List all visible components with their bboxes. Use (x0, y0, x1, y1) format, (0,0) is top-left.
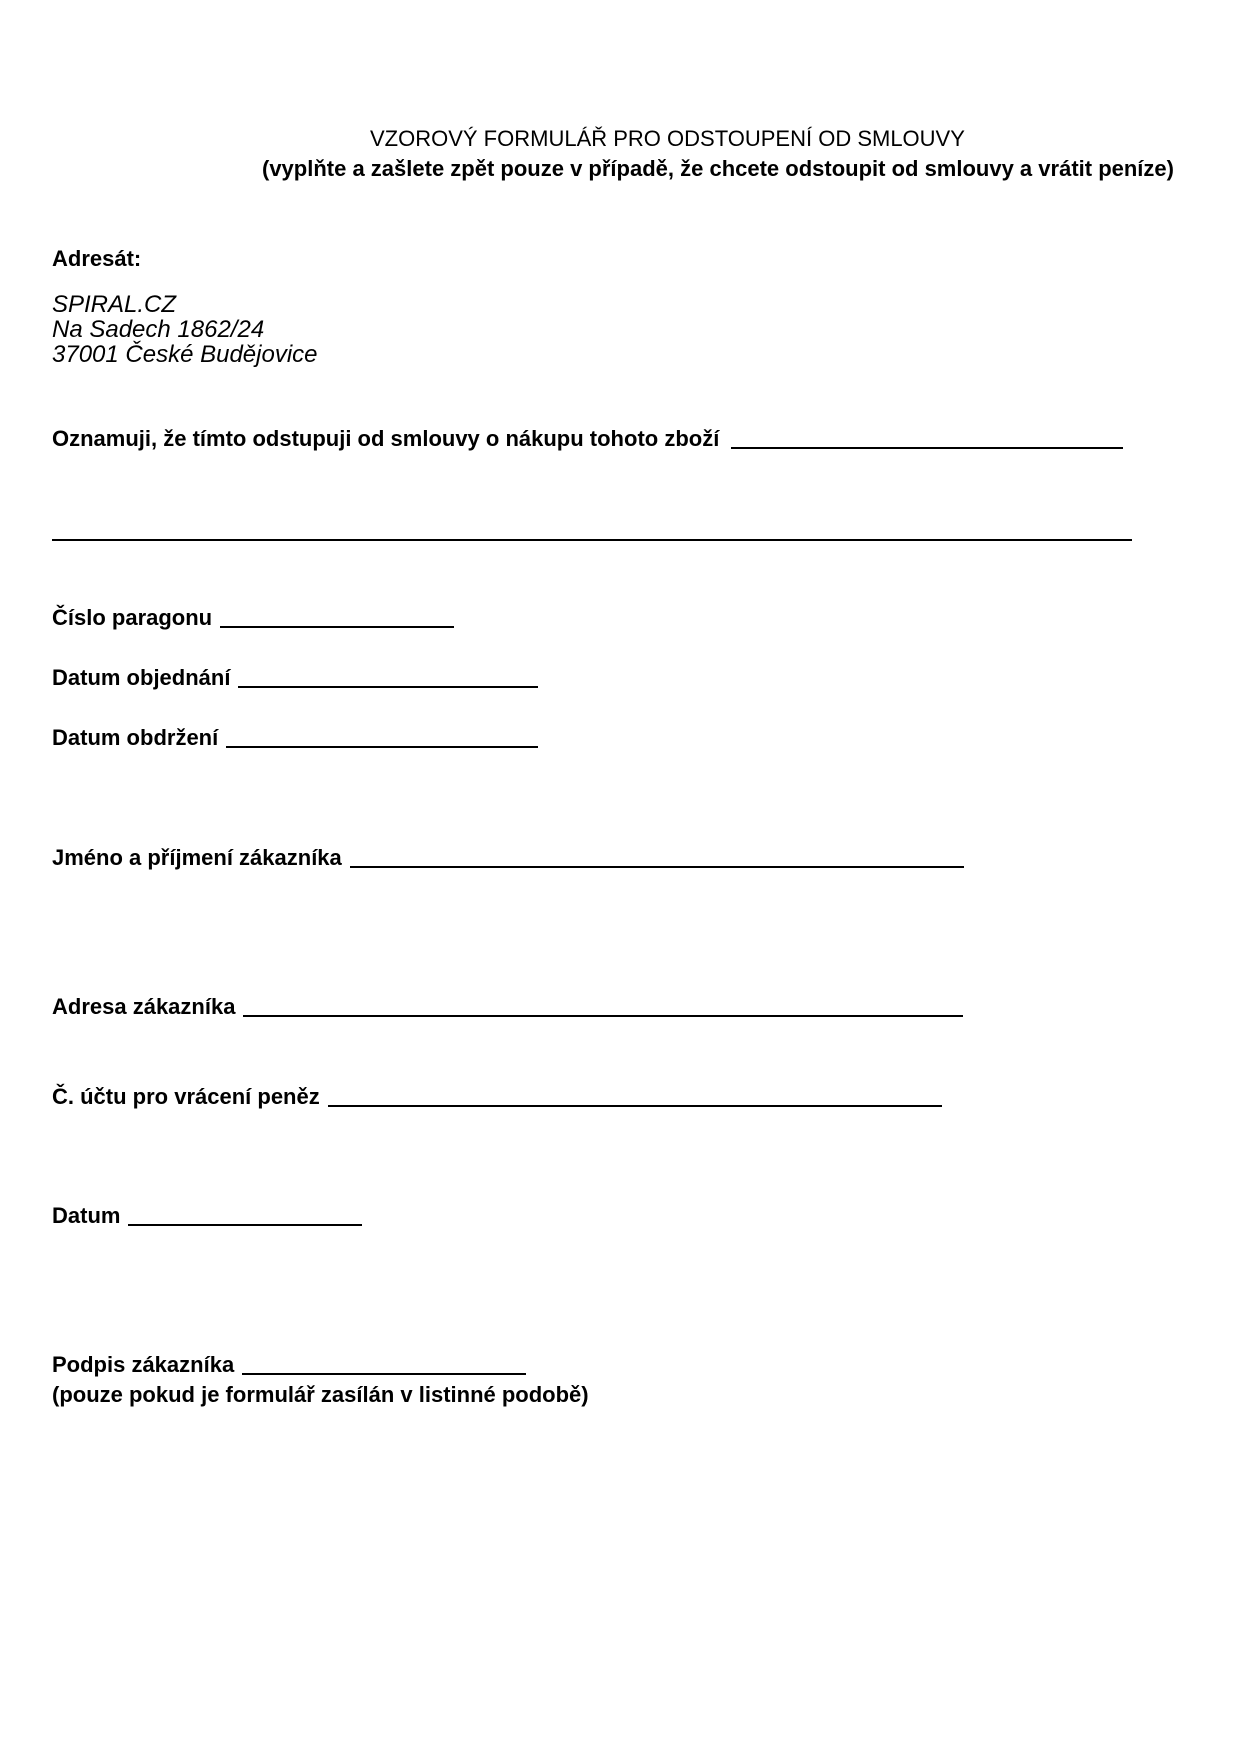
receipt-label: Číslo paragonu (52, 605, 213, 630)
address-field (52, 994, 963, 1020)
account-field (52, 1084, 942, 1110)
receipt-field (52, 605, 454, 631)
name-label: Jméno a příjmení zákazníka (52, 845, 342, 870)
received-date-label: Datum obdržení (52, 725, 219, 750)
received-date-field (52, 725, 538, 751)
date-input-line[interactable] (128, 1204, 362, 1226)
goods-input-line[interactable] (731, 427, 1123, 449)
account-input-line[interactable] (328, 1085, 942, 1107)
form-subtitle: (vyplňte a zašlete zpět pouze v případě, že chcete odstoupit od smlouvy a vrátit peníze) (262, 156, 1174, 181)
addressee-company: SPIRAL.CZ (52, 291, 177, 318)
address-label: Adresa zákazníka (52, 994, 236, 1019)
signature-input-line[interactable] (242, 1353, 526, 1375)
signature-note: (pouze pokud je formulář zasílán v listinné podobě) (52, 1382, 589, 1407)
addressee-address (52, 292, 318, 367)
receipt-input-line[interactable] (220, 606, 454, 628)
notice-label: Oznamuji, že tímto odstupuji od smlouvy o nákupu tohoto zboží (52, 426, 720, 451)
date-label: Datum (52, 1203, 121, 1228)
goods-input-line-2[interactable] (52, 539, 1132, 541)
form-title: VZOROVÝ FORMULÁŘ PRO ODSTOUPENÍ OD SMLOUVY (370, 126, 965, 151)
order-date-input-line[interactable] (238, 666, 538, 688)
name-field (52, 845, 964, 871)
name-input-line[interactable] (350, 846, 964, 868)
address-input-line[interactable] (243, 995, 963, 1017)
order-date-field (52, 665, 538, 691)
addressee-city: 37001 České Budějovice (52, 341, 318, 368)
date-field (52, 1203, 362, 1229)
addressee-street: Na Sadech 1862/24 (52, 316, 265, 343)
order-date-label: Datum objednání (52, 665, 231, 690)
account-label: Č. účtu pro vrácení peněz (52, 1084, 320, 1109)
signature-label: Podpis zákazníka (52, 1352, 235, 1377)
addressee-label: Adresát: (52, 246, 142, 271)
notice-field (52, 426, 1123, 452)
signature-field (52, 1352, 526, 1378)
received-date-input-line[interactable] (226, 726, 538, 748)
